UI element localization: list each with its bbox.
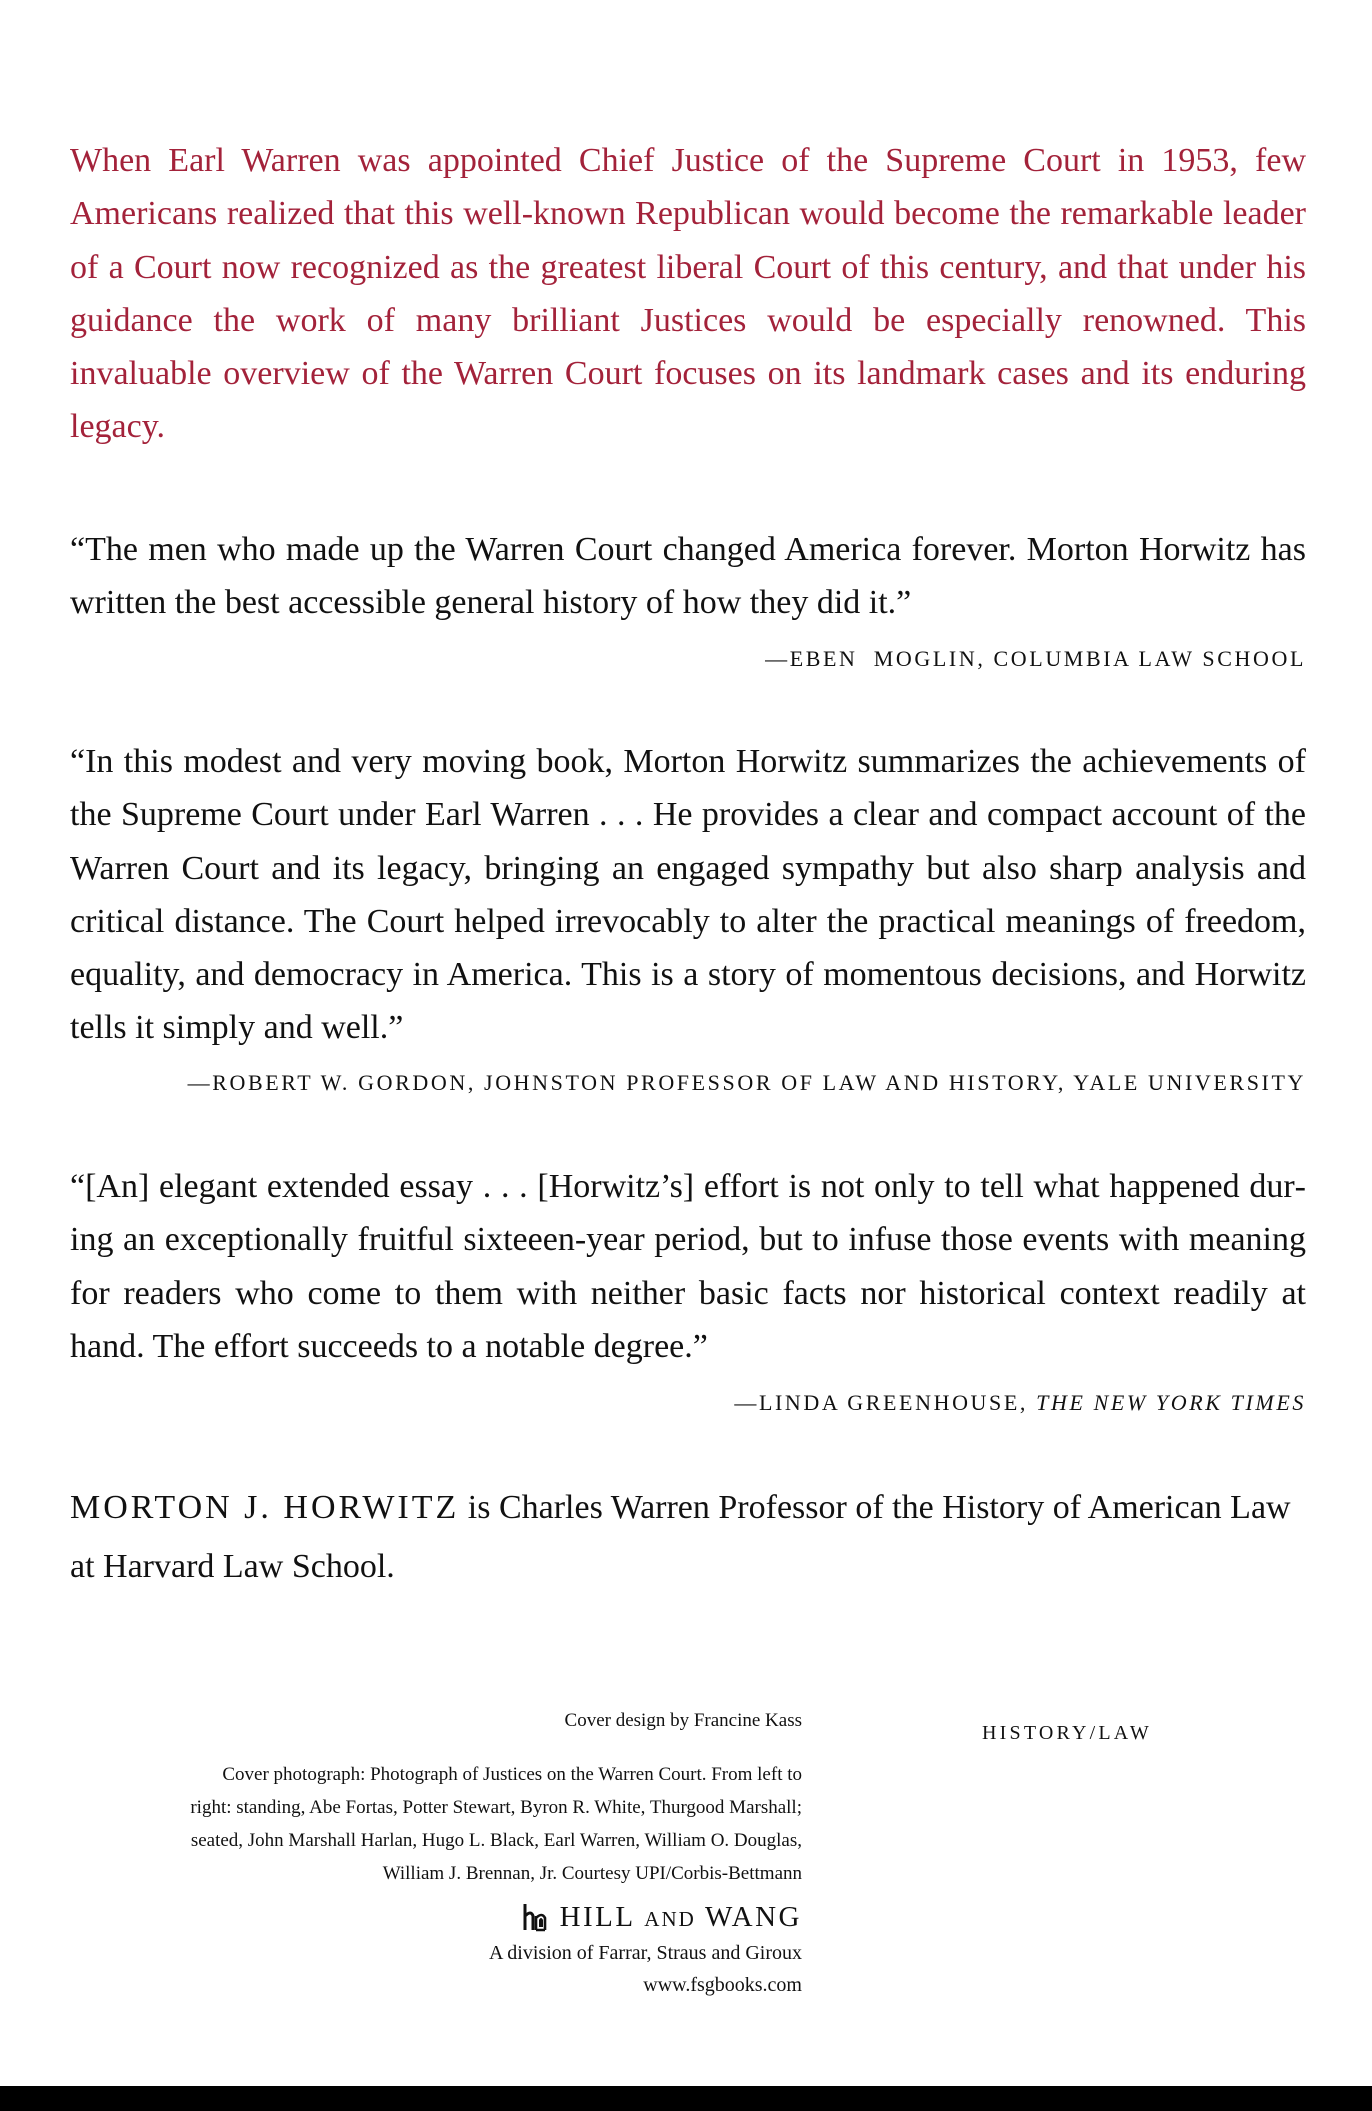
publisher-name (559, 1900, 802, 1933)
publisher-name-hill: HILL (559, 1900, 645, 1933)
attribution-reviewer: —LINDA GREENHOUSE, (734, 1390, 1037, 1415)
cover-design-credit: Cover design by Francine Kass (564, 1710, 802, 1731)
book-description: When Earl Warren was appointed Chief Justice of the Supreme Court in 1953, few Americans realized that this well-known Republican would become the remarkable leader of a Court now recognized as the greatest liberal Court of this century, and that under his guidance the work of many brilliant Justices would be especially renowned. This invaluable overview of the Warren Court focuses on its landmark cases and its enduring legacy. (70, 142, 1306, 446)
attribution-publication: THE NEW YORK TIMES (1036, 1390, 1306, 1415)
review-quote-2: “In this modest and very moving book, Morton Horwitz summarizes the achievements of the Supreme Court under Earl Warren . . . He provides a clear and compact account of the Warren Court and its legacy, bringing an engaged sympathy but also sharp analysis and critical distance. The Court helped irrevocably to alter the practical meanings of freedom, equality, and democracy in America. This is a story of momentous decisions, and Horwitz tells it simply and well.” (70, 743, 1306, 1047)
author-bio (70, 1478, 1306, 1596)
publisher-division: A division of Farrar, Straus and Giroux (488, 1942, 802, 1964)
cover-photo-credit-line: seated, John Marshall Harlan, Hugo L. Black, Earl Warren, William O. Douglas, (190, 1830, 802, 1851)
review-quote-3: “[An] elegant extended essay . . . [Horwitz’s] effort is not only to tell what happened during an exceptionally fruitful sixteeen-year period, but to infuse those events with meaning for readers who come to them with neither basic facts nor historical context readily at hand. The effort succeeds to a notable degree.” (70, 1168, 1306, 1365)
review-quote-1: “The men who made up the Warren Court changed America forever. Morton Horwitz has written the best accessible general history of how they did it.” (70, 531, 1306, 622)
hill-and-wang-logo-icon (522, 1902, 548, 1932)
publisher-name-and: AND (644, 1906, 696, 1931)
review-attribution-3 (734, 1390, 1306, 1416)
review-attribution-2: —ROBERT W. GORDON, JOHNSTON PROFESSOR OF LAW AND HISTORY, YALE UNIVERSITY (187, 1070, 1306, 1095)
publisher-imprint (522, 1902, 802, 1932)
cover-photo-credit (22, 1758, 802, 1890)
cover-photo-credit-line: William J. Brennan, Jr. Courtesy UPI/Corbis-Bettmann (382, 1863, 802, 1884)
bottom-border-bar (0, 2086, 1372, 2111)
author-bio-text: is Charles Warren Professor of the History of American Law at Harvard Law School. (70, 1489, 1291, 1585)
publisher-name-wang: WANG (695, 1900, 802, 1933)
category-label: HISTORY/LAW (982, 1722, 1152, 1744)
publisher-website: www.fsgbooks.com (643, 1974, 802, 1996)
review-attribution-1: —EBEN MOGLIN, COLUMBIA LAW SCHOOL (765, 646, 1306, 671)
cover-photo-credit-line: Cover photograph: Photograph of Justices on the Warren Court. From left to (222, 1764, 802, 1785)
cover-photo-credit-line: right: standing, Abe Fortas, Potter Stewart, Byron R. White, Thurgood Marshall; (190, 1797, 802, 1818)
author-name: MORTON J. HORWITZ (70, 1489, 460, 1526)
